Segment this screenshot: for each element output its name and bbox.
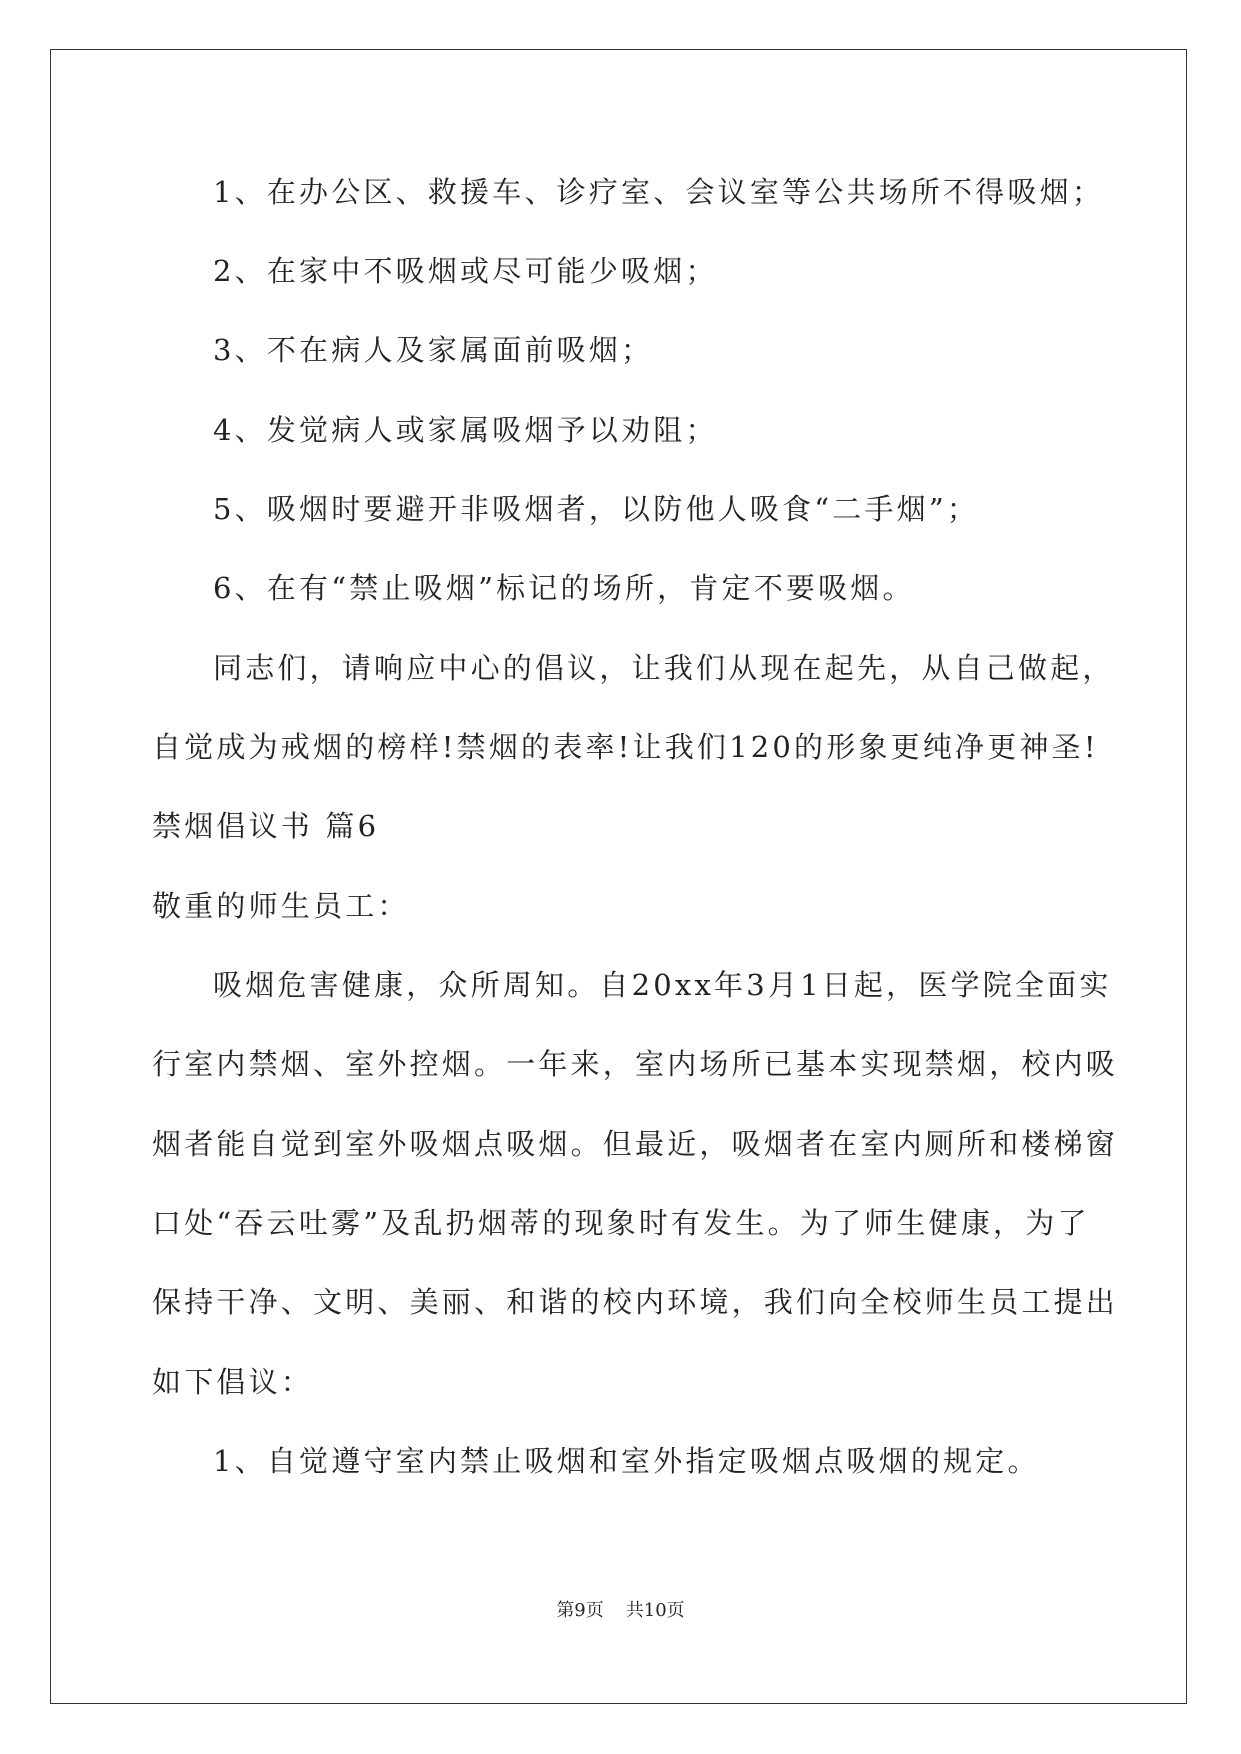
total-page-count: 共10页 xyxy=(625,1600,685,1621)
paragraph-line: 如下倡议： xyxy=(152,1365,314,1399)
paragraph-line: 同志们，请响应中心的倡议，让我们从现在起先，从自己做起， xyxy=(213,651,1115,685)
current-page-number: 第9页 xyxy=(556,1600,604,1621)
list-item-2: 2、在家中不吸烟或尽可能少吸烟； xyxy=(213,254,718,288)
list-item-5: 5、吸烟时要避开非吸烟者，以防他人吸食“二手烟”； xyxy=(213,492,980,526)
section-heading: 禁烟倡议书 篇6 xyxy=(152,809,380,843)
list-item-1: 1、自觉遵守室内禁止吸烟和室外指定吸烟点吸烟的规定。 xyxy=(213,1444,1040,1478)
paragraph-line: 自觉成为戒烟的榜样!禁烟的表率!让我们120的形象更纯净更神圣! xyxy=(152,730,1099,764)
list-item-6: 6、在有“禁止吸烟”标记的场所，肯定不要吸烟。 xyxy=(213,571,915,605)
list-item-1: 1、在办公区、救援车、诊疗室、会议室等公共场所不得吸烟； xyxy=(213,175,1105,209)
salutation: 敬重的师生员工： xyxy=(152,889,410,923)
paragraph-line: 烟者能自觉到室外吸烟点吸烟。但最近，吸烟者在室内厕所和楼梯窗 xyxy=(152,1127,1119,1161)
paragraph-line: 口处“吞云吐雾”及乱扔烟蒂的现象时有发生。为了师生健康，为了 xyxy=(152,1206,1090,1240)
paragraph-line: 保持干净、文明、美丽、和谐的校内环境，我们向全校师生员工提出 xyxy=(152,1285,1119,1319)
paragraph-line: 吸烟危害健康，众所周知。自20xx年3月1日起，医学院全面实 xyxy=(213,968,1112,1002)
list-item-4: 4、发觉病人或家属吸烟予以劝阻； xyxy=(213,413,718,447)
paragraph-line: 行室内禁烟、室外控烟。一年来，室内场所已基本实现禁烟，校内吸 xyxy=(152,1047,1119,1081)
list-item-3: 3、不在病人及家属面前吸烟； xyxy=(213,333,654,367)
page-footer xyxy=(0,1599,1241,1623)
